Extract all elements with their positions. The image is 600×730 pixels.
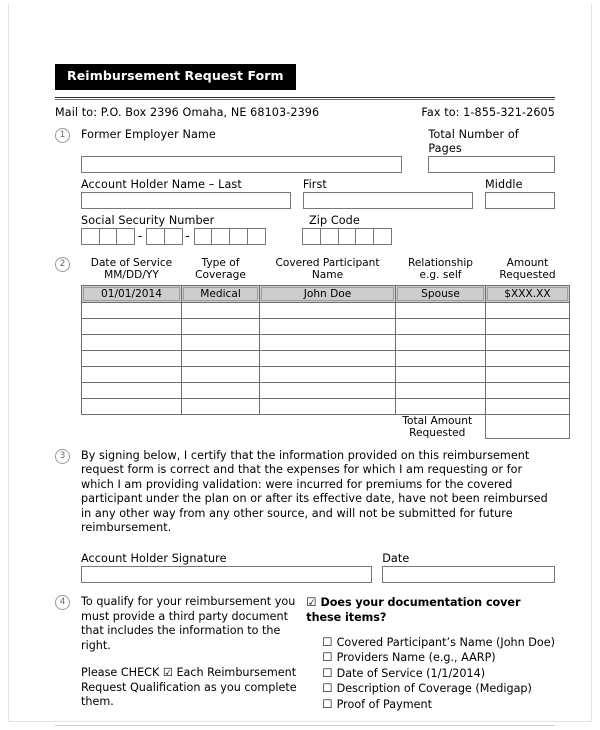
total-amount-input[interactable] xyxy=(486,414,570,439)
account-holder-last-label: Account Holder Name – Last xyxy=(81,177,242,191)
certification-text: By signing below, I certify that the information provided on this reimbursement request form is correct and that the expenses for which I am requesting or for which I am providing validation: were incurred for premiums for the covered participant under the plan on or after its effective date, have not been reimbursed in any other way from any other source, and will not be submitted for future reimbursement. xyxy=(81,449,548,535)
zip-code-label: Zip Code xyxy=(309,213,360,227)
checkbox-icon[interactable]: ☐ xyxy=(322,681,333,696)
cell-relationship[interactable] xyxy=(396,318,486,334)
cell-relationship[interactable] xyxy=(396,382,486,398)
section-3-number: 3 xyxy=(55,449,70,464)
ssn-group-3[interactable] xyxy=(194,228,265,245)
first-name-input[interactable] xyxy=(303,192,473,209)
ssn-cell[interactable] xyxy=(116,228,135,245)
cell-date[interactable] xyxy=(82,350,182,366)
footer-divider xyxy=(55,725,555,726)
table-row-example xyxy=(82,285,570,302)
signature-label: Account Holder Signature xyxy=(81,552,227,566)
cell-coverage[interactable] xyxy=(182,366,260,382)
cell-relationship[interactable] xyxy=(396,302,486,318)
qualification-text-1: To qualify for your reimbursement you must provide a third party document that includes the information to the right. xyxy=(81,595,296,652)
total-pages-input[interactable] xyxy=(428,156,555,173)
column-header-amount-requested: Amount Requested xyxy=(499,256,556,281)
section-4-number: 4 xyxy=(55,595,70,610)
cell-coverage[interactable] xyxy=(182,334,260,350)
cell-amount[interactable] xyxy=(486,302,570,318)
total-spacer xyxy=(260,414,396,439)
cell-coverage[interactable] xyxy=(182,318,260,334)
cell-participant[interactable] xyxy=(260,302,396,318)
section-1-row-2-fields xyxy=(81,192,555,209)
section-1-row-3-fields xyxy=(81,228,555,245)
checklist-item-label: Covered Participant’s Name (John Doe) xyxy=(336,635,555,649)
cell-relationship[interactable] xyxy=(396,366,486,382)
page-title: Reimbursement Request Form xyxy=(55,64,296,90)
former-employer-label: Former Employer Name xyxy=(81,127,216,141)
example-cell-amount: $XXX.XX xyxy=(486,285,570,302)
checked-checkbox-icon: ☑ xyxy=(306,595,317,610)
example-cell-coverage: Medical xyxy=(182,285,260,302)
column-header-type-of-coverage: Type of Coverage xyxy=(195,256,246,281)
table-row[interactable] xyxy=(82,302,570,318)
mail-to-text: Mail to: P.O. Box 2396 Omaha, NE 68103-2396 xyxy=(55,105,320,119)
zip-group[interactable] xyxy=(302,228,391,245)
cell-participant[interactable] xyxy=(260,366,396,382)
column-header-date-of-service: Date of Service MM/DD/YY xyxy=(90,256,173,281)
cell-relationship[interactable] xyxy=(396,398,486,414)
signature-labels xyxy=(81,552,555,566)
ssn-separator-1: - xyxy=(137,228,143,243)
table-header-row xyxy=(82,257,570,286)
checklist-item[interactable] xyxy=(322,650,555,666)
section-4-right-column xyxy=(306,595,555,712)
section-4-left-column xyxy=(81,595,306,712)
signature-fields xyxy=(81,566,555,583)
checklist-item-label: Providers Name (e.g., AARP) xyxy=(336,651,496,665)
example-cell-relationship: Spouse xyxy=(396,285,486,302)
table-row[interactable] xyxy=(82,382,570,398)
zip-cell[interactable] xyxy=(355,228,374,245)
cell-coverage[interactable] xyxy=(182,382,260,398)
total-pages-label: Total Number of Pages xyxy=(428,127,519,155)
documentation-heading-text: Does your documentation cover these items? xyxy=(306,596,521,625)
cell-date[interactable] xyxy=(82,366,182,382)
first-name-label: First xyxy=(302,177,327,191)
ssn-label: Social Security Number xyxy=(81,213,215,227)
service-table xyxy=(81,257,570,440)
example-cell-participant: John Doe xyxy=(260,285,396,302)
section-1-number: 1 xyxy=(55,128,70,143)
ssn-cell[interactable] xyxy=(211,228,230,245)
section-1-row-1-labels xyxy=(81,128,555,156)
section-1-row-2-labels xyxy=(81,178,555,192)
checklist-item[interactable] xyxy=(322,635,555,651)
checklist-item[interactable] xyxy=(322,666,555,682)
documentation-heading xyxy=(306,595,555,625)
ssn-input-group[interactable] xyxy=(81,228,264,245)
ssn-cell[interactable] xyxy=(146,228,165,245)
cell-date[interactable] xyxy=(82,302,182,318)
zip-cell[interactable] xyxy=(338,228,357,245)
date-input[interactable] xyxy=(382,566,555,583)
total-spacer xyxy=(82,414,182,439)
checklist-item-label: Proof of Payment xyxy=(336,698,432,711)
cell-coverage[interactable] xyxy=(182,302,260,318)
checklist-item-label: Description of Coverage (Medigap) xyxy=(336,682,532,696)
ssn-cell[interactable] xyxy=(164,228,183,245)
cell-amount[interactable] xyxy=(486,334,570,350)
ssn-group-1[interactable] xyxy=(81,228,134,245)
section-3 xyxy=(55,449,555,583)
zip-cell[interactable] xyxy=(302,228,321,245)
total-spacer xyxy=(182,414,260,439)
ssn-separator-2: - xyxy=(185,228,190,243)
column-header-relationship: Relationship e.g. self xyxy=(407,256,474,281)
checkbox-icon[interactable]: ☐ xyxy=(322,665,333,680)
section-2 xyxy=(55,257,555,440)
cell-amount[interactable] xyxy=(486,382,570,398)
middle-name-label: Middle xyxy=(485,177,523,191)
zip-code-input-group[interactable] xyxy=(302,228,391,245)
ssn-group-2[interactable] xyxy=(146,228,181,245)
column-header-covered-participant-name: Covered Participant Name xyxy=(275,256,380,281)
table-total-row xyxy=(82,414,570,439)
zip-cell[interactable] xyxy=(320,228,339,245)
cell-amount[interactable] xyxy=(486,398,570,414)
cell-amount[interactable] xyxy=(486,318,570,334)
cell-participant[interactable] xyxy=(260,318,396,334)
documentation-checklist xyxy=(306,635,555,713)
cell-relationship[interactable] xyxy=(396,334,486,350)
form-page xyxy=(8,4,592,722)
cell-date[interactable] xyxy=(82,334,182,350)
checklist-item[interactable] xyxy=(322,697,555,713)
middle-name-input[interactable] xyxy=(485,192,555,209)
checkbox-icon[interactable]: ☐ xyxy=(322,634,333,649)
date-label: Date xyxy=(382,552,410,566)
section-1-row-3-labels xyxy=(81,214,555,228)
checkbox-icon[interactable]: ☐ xyxy=(322,650,333,665)
zip-cell[interactable] xyxy=(373,228,392,245)
section-1 xyxy=(55,128,555,245)
section-1-row-1-fields xyxy=(81,156,555,173)
ssn-cell[interactable] xyxy=(99,228,118,245)
ssn-cell[interactable] xyxy=(81,228,100,245)
cell-amount[interactable] xyxy=(486,366,570,382)
cell-coverage[interactable] xyxy=(182,398,260,414)
example-cell-date: 01/01/2014 xyxy=(82,285,182,302)
table-row[interactable] xyxy=(82,334,570,350)
table-row[interactable] xyxy=(82,350,570,366)
cell-amount[interactable] xyxy=(486,350,570,366)
ssn-cell[interactable] xyxy=(194,228,213,245)
cell-participant[interactable] xyxy=(260,398,396,414)
cell-date[interactable] xyxy=(82,382,182,398)
cell-relationship[interactable] xyxy=(396,350,486,366)
fax-to-text: Fax to: 1-855-321-2605 xyxy=(421,105,555,119)
form-content xyxy=(55,64,555,726)
ssn-cell[interactable] xyxy=(229,228,248,245)
total-amount-label: Total Amount Requested xyxy=(402,414,473,439)
cell-date[interactable] xyxy=(82,318,182,334)
cell-date[interactable] xyxy=(82,398,182,414)
cell-participant[interactable] xyxy=(260,350,396,366)
cell-coverage[interactable] xyxy=(182,350,260,366)
section-2-number: 2 xyxy=(55,257,70,272)
header-divider xyxy=(55,97,555,100)
section-4 xyxy=(55,595,555,725)
checklist-item[interactable] xyxy=(322,681,555,697)
former-employer-input[interactable] xyxy=(81,156,402,173)
account-holder-last-input[interactable] xyxy=(81,192,291,209)
ssn-cell[interactable] xyxy=(247,228,266,245)
cell-participant[interactable] xyxy=(260,382,396,398)
checkbox-icon[interactable]: ☐ xyxy=(322,697,333,711)
table-row[interactable] xyxy=(82,366,570,382)
contact-row xyxy=(55,106,555,119)
signature-input[interactable] xyxy=(81,566,372,583)
checklist-item-label: Date of Service (1/1/2014) xyxy=(336,666,486,680)
qualification-text-2: Please CHECK ☑ Each Reimbursement Request Qualification as you complete them. xyxy=(81,666,297,709)
table-row[interactable] xyxy=(82,318,570,334)
table-row[interactable] xyxy=(82,398,570,414)
cell-participant[interactable] xyxy=(260,334,396,350)
